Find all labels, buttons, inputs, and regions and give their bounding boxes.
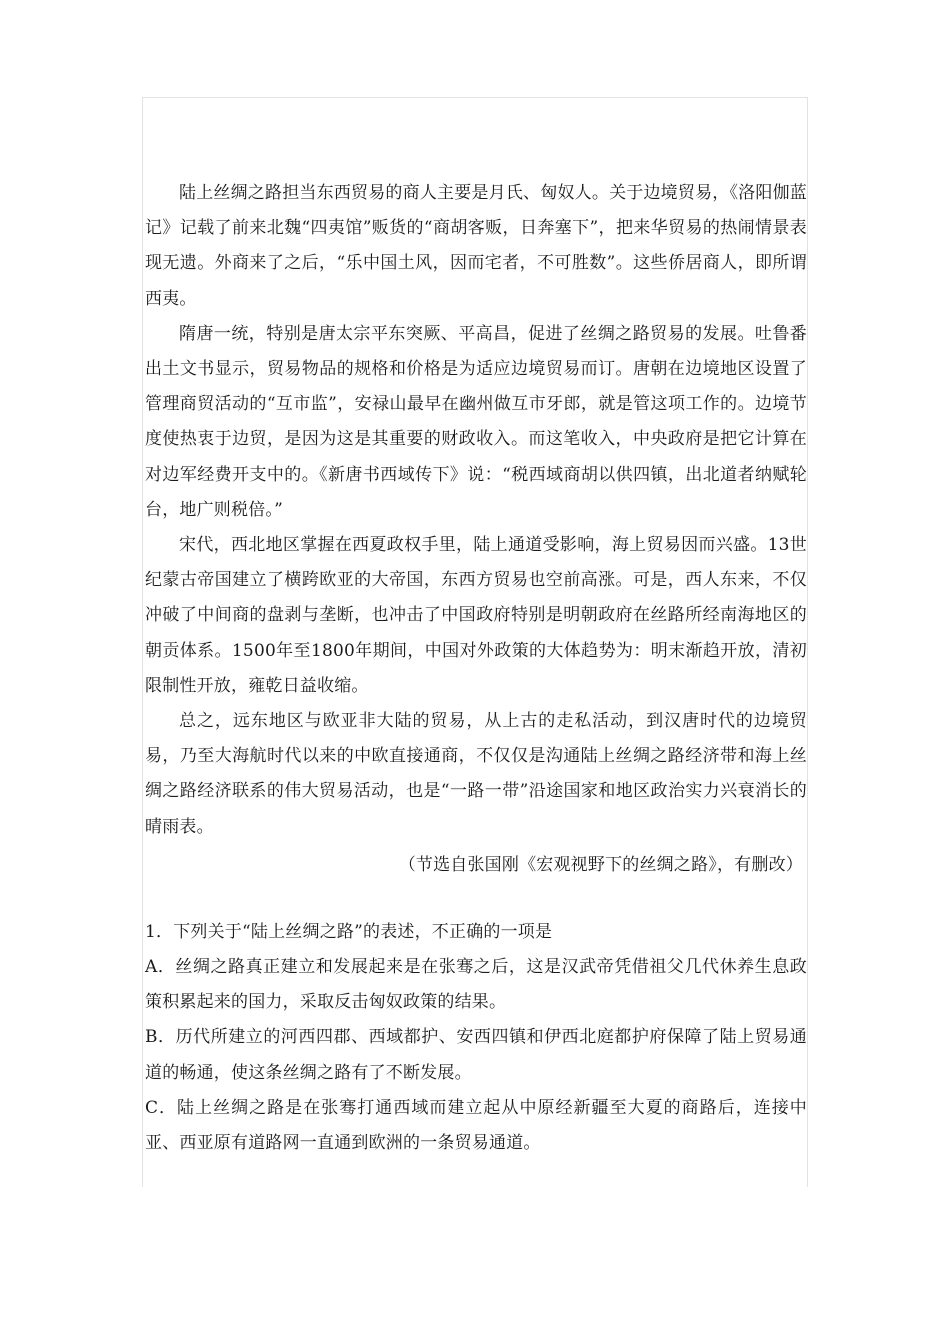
passage-paragraph-4: 总之，远东地区与欧亚非大陆的贸易，从上古的走私活动，到汉唐时代的边境贸易，乃至大海航时代以来的中欧直接通商，不仅仅是沟通陆上丝绸之路经济带和海上丝绸之路经济联系的伟大贸易活动，也是“一路一带”沿途国家和地区政治实力兴衰消长的晴雨表。 xyxy=(145,711,807,837)
question-stem: 1．下列关于“陆上丝绸之路”的表述，不正确的一项是 xyxy=(145,921,553,942)
passage-paragraph-2: 隋唐一统，特别是唐太宗平东突厥、平高昌，促进了丝绸之路贸易的发展。吐鲁番出土文书显示，贸易物品的规格和价格是为适应边境贸易而订。唐朝在边境地区设置了管理商贸活动的“互市监”，安禄山最早在幽州做互市牙郎，就是管这项工作的。边境节度使热衷于边贸，是因为这是其重要的财政收入。而这笔收入，中央政府是把它计算在对边军经费开支中的。《新唐书西域传下》说：“税西域商胡以供四镇，出北道者纳赋轮台，地广则税倍。” xyxy=(145,323,807,520)
question-1 xyxy=(145,915,807,1161)
passage-paragraph-3: 宋代，西北地区掌握在西夏政权手里，陆上通道受影响，海上贸易因而兴盛。13世纪蒙古帝国建立了横跨欧亚的大帝国，东西方贸易也空前高涨。可是，西人东来，不仅冲破了中间商的盘剥与垄断，也冲击了中国政府特别是明朝政府在丝路所经南海地区的朝贡体系。1500年至1800年期间，中国对外政策的大体趋势为：明末渐趋开放，清初限制性开放，雍乾日益收缩。 xyxy=(145,535,807,696)
option-c: C．陆上丝绸之路是在张骞打通西域而建立起从中原经新疆至大夏的商路后，连接中亚、西亚原有道路网一直通到欧洲的一条贸易通道。 xyxy=(145,1097,807,1154)
option-a: A．丝绸之路真正建立和发展起来是在张骞之后，这是汉武帝凭借祖父几代休养生息政策积累起来的国力，采取反击匈奴政策的结果。 xyxy=(145,957,807,1013)
document-body xyxy=(145,176,807,1161)
option-b: B．历代所建立的河西四郡、西域都护、安西四镇和伊西北庭都护府保障了陆上贸易通道的畅通，使这条丝绸之路有了不断发展。 xyxy=(145,1027,807,1083)
passage-paragraph-1: 陆上丝绸之路担当东西贸易的商人主要是月氏、匈奴人。关于边境贸易，《洛阳伽蓝记》记载了前来北魏“四夷馆”贩货的“商胡客贩，日奔塞下”，把来华贸易的热闹情景表现无遗。外商来了之后，“乐中国土风，因而宅者，不可胜数”。这些侨居商人，即所谓西夷。 xyxy=(145,183,807,309)
passage-source: （节选自张国刚《宏观视野下的丝绸之路》，有删改） xyxy=(398,854,803,875)
